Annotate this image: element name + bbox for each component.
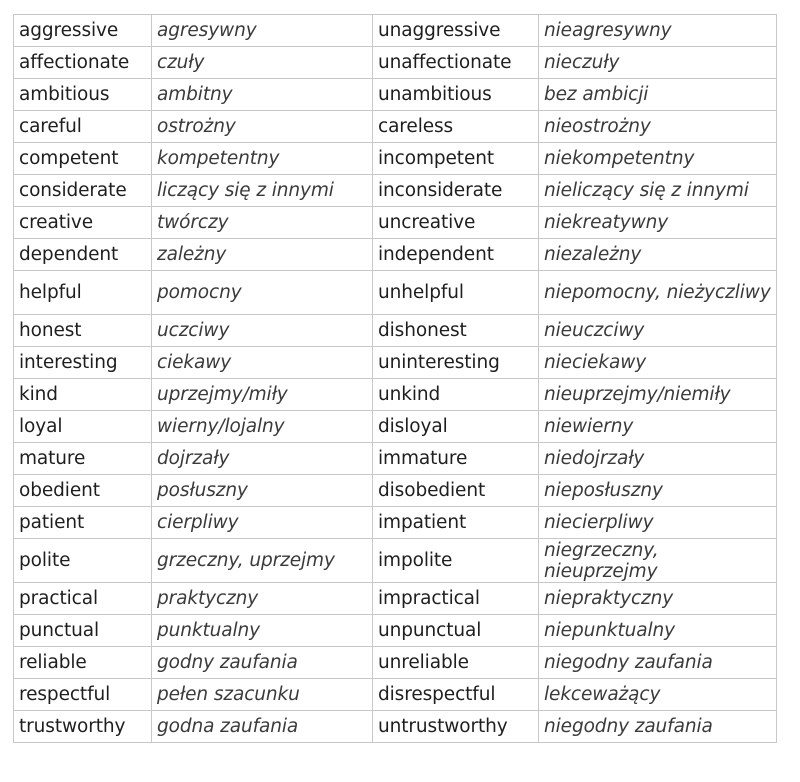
polish-translation: kompetentny (152, 143, 373, 175)
english-adjective: obedient (14, 475, 152, 507)
english-adjective: punctual (14, 615, 152, 647)
table-row (14, 679, 777, 711)
vocabulary-table (13, 14, 777, 743)
table-row (14, 315, 777, 347)
english-adjective: affectionate (14, 47, 152, 79)
table-row (14, 539, 777, 583)
english-adjective: kind (14, 379, 152, 411)
table-row (14, 239, 777, 271)
english-adjective: competent (14, 143, 152, 175)
polish-translation: punktualny (152, 615, 373, 647)
english-opposite: unaggressive (373, 15, 539, 47)
english-opposite: inconsiderate (373, 175, 539, 207)
polish-translation: grzeczny, uprzejmy (152, 539, 373, 583)
polish-opposite: nieostrożny (539, 111, 777, 143)
polish-translation: godny zaufania (152, 647, 373, 679)
polish-translation: uczciwy (152, 315, 373, 347)
polish-translation: liczący się z innymi (152, 175, 373, 207)
polish-opposite: nieliczący się z innymi (539, 175, 777, 207)
table-row (14, 175, 777, 207)
polish-translation: czuły (152, 47, 373, 79)
polish-opposite: niegodny zaufania (539, 711, 777, 743)
table-row (14, 15, 777, 47)
english-opposite: unpunctual (373, 615, 539, 647)
table-row (14, 507, 777, 539)
english-adjective: creative (14, 207, 152, 239)
polish-translation: praktyczny (152, 583, 373, 615)
english-adjective: loyal (14, 411, 152, 443)
vocabulary-table-body (14, 15, 777, 743)
english-adjective: interesting (14, 347, 152, 379)
polish-opposite: nieuprzejmy/niemiły (539, 379, 777, 411)
english-adjective: patient (14, 507, 152, 539)
polish-opposite: niegodny zaufania (539, 647, 777, 679)
english-adjective: aggressive (14, 15, 152, 47)
polish-opposite: niewierny (539, 411, 777, 443)
table-row (14, 475, 777, 507)
polish-opposite: nieuczciwy (539, 315, 777, 347)
table-row (14, 47, 777, 79)
polish-translation: zależny (152, 239, 373, 271)
english-opposite: untrustworthy (373, 711, 539, 743)
polish-translation: ciekawy (152, 347, 373, 379)
english-adjective: mature (14, 443, 152, 475)
english-opposite: disloyal (373, 411, 539, 443)
polish-opposite: bez ambicji (539, 79, 777, 111)
table-row (14, 443, 777, 475)
english-adjective: ambitious (14, 79, 152, 111)
polish-opposite: niedojrzały (539, 443, 777, 475)
english-adjective: trustworthy (14, 711, 152, 743)
english-adjective: considerate (14, 175, 152, 207)
table-row (14, 411, 777, 443)
polish-translation: wierny/lojalny (152, 411, 373, 443)
english-opposite: independent (373, 239, 539, 271)
table-row (14, 143, 777, 175)
polish-translation: dojrzały (152, 443, 373, 475)
polish-translation: uprzejmy/miły (152, 379, 373, 411)
english-opposite: unkind (373, 379, 539, 411)
polish-opposite: nieposłuszny (539, 475, 777, 507)
english-opposite: impractical (373, 583, 539, 615)
polish-opposite: nieagresywny (539, 15, 777, 47)
polish-opposite: nieciekawy (539, 347, 777, 379)
polish-translation: pełen szacunku (152, 679, 373, 711)
english-adjective: respectful (14, 679, 152, 711)
polish-opposite: niepunktualny (539, 615, 777, 647)
table-row (14, 271, 777, 315)
english-opposite: impatient (373, 507, 539, 539)
english-opposite: uncreative (373, 207, 539, 239)
polish-opposite: niekreatywny (539, 207, 777, 239)
english-opposite: immature (373, 443, 539, 475)
english-opposite: unreliable (373, 647, 539, 679)
polish-translation: ambitny (152, 79, 373, 111)
english-opposite: disobedient (373, 475, 539, 507)
table-row (14, 647, 777, 679)
english-adjective: reliable (14, 647, 152, 679)
table-row (14, 379, 777, 411)
table-row (14, 615, 777, 647)
polish-opposite: niegrzeczny, nieuprzejmy (539, 539, 777, 583)
polish-opposite: niezależny (539, 239, 777, 271)
english-opposite: impolite (373, 539, 539, 583)
polish-translation: ostrożny (152, 111, 373, 143)
polish-translation: twórczy (152, 207, 373, 239)
polish-opposite: niepomocny, nieżyczliwy (539, 271, 777, 315)
polish-translation: agresywny (152, 15, 373, 47)
polish-opposite: lekceważący (539, 679, 777, 711)
table-row (14, 207, 777, 239)
table-row (14, 347, 777, 379)
english-adjective: honest (14, 315, 152, 347)
polish-translation: posłuszny (152, 475, 373, 507)
polish-translation: pomocny (152, 271, 373, 315)
english-opposite: incompetent (373, 143, 539, 175)
english-adjective: polite (14, 539, 152, 583)
english-opposite: unambitious (373, 79, 539, 111)
polish-translation: godna zaufania (152, 711, 373, 743)
english-opposite: disrespectful (373, 679, 539, 711)
english-opposite: uninteresting (373, 347, 539, 379)
english-opposite: careless (373, 111, 539, 143)
polish-opposite: niecierpliwy (539, 507, 777, 539)
polish-opposite: niekompetentny (539, 143, 777, 175)
english-adjective: dependent (14, 239, 152, 271)
polish-opposite: niepraktyczny (539, 583, 777, 615)
polish-translation: cierpliwy (152, 507, 373, 539)
english-opposite: unhelpful (373, 271, 539, 315)
polish-opposite: nieczuły (539, 47, 777, 79)
table-row (14, 111, 777, 143)
table-row (14, 711, 777, 743)
english-adjective: careful (14, 111, 152, 143)
table-row (14, 583, 777, 615)
english-opposite: dishonest (373, 315, 539, 347)
table-row (14, 79, 777, 111)
english-adjective: helpful (14, 271, 152, 315)
english-opposite: unaffectionate (373, 47, 539, 79)
english-adjective: practical (14, 583, 152, 615)
